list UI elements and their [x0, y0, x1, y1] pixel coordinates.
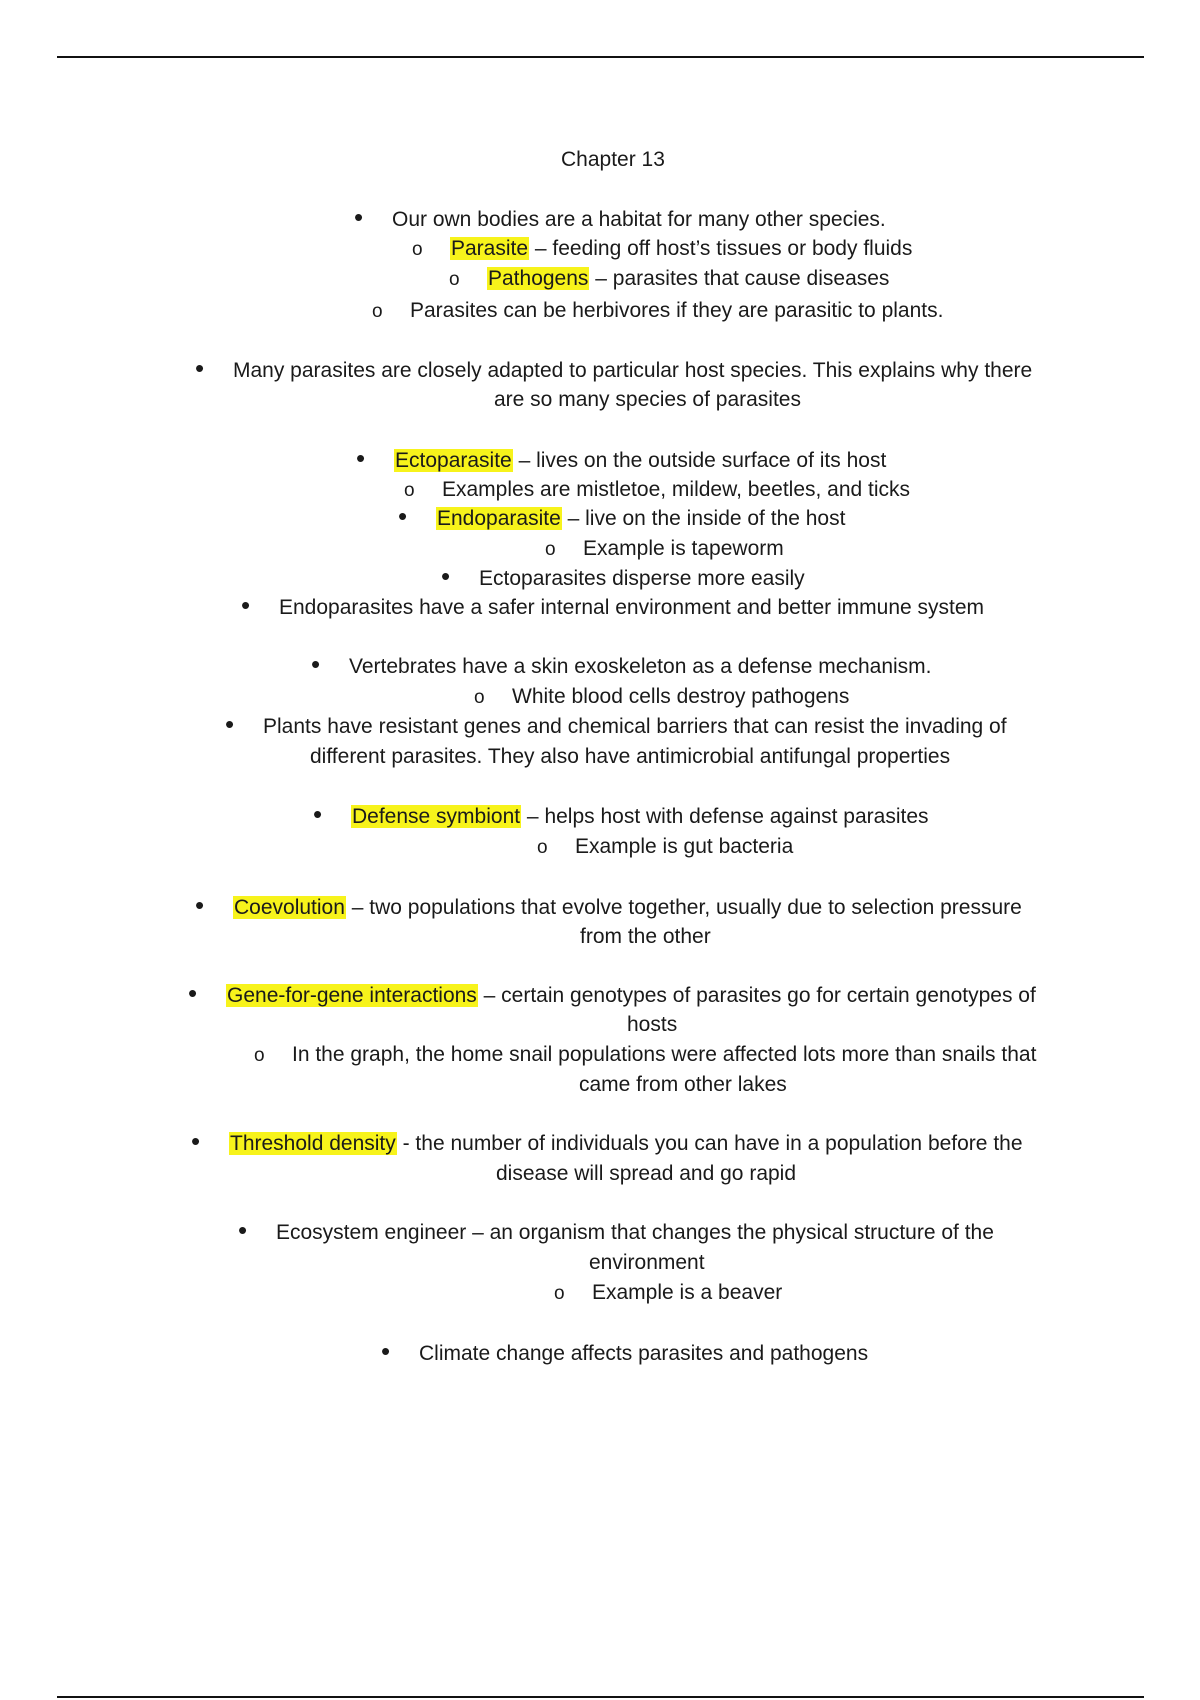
bullet-disc-icon	[381, 1340, 419, 1368]
top-rule	[57, 56, 1144, 58]
highlighted-term: Endoparasite	[437, 507, 561, 530]
list-item: oParasites can be herbivores if they are parasitic to plants.	[372, 297, 943, 326]
bullet-circle-icon	[474, 683, 512, 712]
bullet-disc-icon	[311, 653, 349, 681]
list-item: •Endoparasite – live on the inside of the host	[398, 505, 845, 533]
bullet-disc-icon	[354, 206, 392, 234]
list-item: oParasite – feeding off host’s tissues or body fluids	[412, 235, 912, 264]
list-item: •Many parasites are closely adapted to particular host species. This explains why there	[195, 357, 1032, 385]
list-item-continuation: disease will spread and go rapid	[496, 1162, 797, 1185]
bullet-circle-icon	[537, 833, 575, 862]
list-item: •Plants have resistant genes and chemical barriers that can resist the invading of	[225, 713, 1007, 741]
list-item: •Ectoparasites disperse more easily	[441, 565, 805, 593]
bullet-circle-icon	[254, 1041, 292, 1070]
bullet-circle-icon	[372, 297, 410, 326]
list-item: •Threshold density - the number of individuals you can have in a population before the	[191, 1130, 1023, 1158]
list-item: •Endoparasites have a safer internal environment and better immune system	[241, 594, 984, 622]
list-item: oExample is gut bacteria	[537, 833, 793, 862]
highlighted-term: Defense symbiont	[352, 805, 521, 828]
list-item: •Our own bodies are a habitat for many other species.	[354, 206, 886, 234]
list-item: •Climate change affects parasites and pathogens	[381, 1340, 868, 1368]
list-item: oIn the graph, the home snail populations were affected lots more than snails that	[254, 1041, 1036, 1070]
bullet-disc-icon	[238, 1219, 276, 1247]
highlighted-term: Ectoparasite	[395, 449, 512, 472]
list-item: •Gene-for-gene interactions – certain genotypes of parasites go for certain genotypes of	[188, 982, 1036, 1010]
bullet-disc-icon	[241, 594, 279, 622]
bullet-disc-icon	[195, 357, 233, 385]
list-item: oExample is tapeworm	[545, 535, 784, 564]
list-item: •Defense symbiont – helps host with defense against parasites	[313, 803, 929, 831]
list-item-continuation: environment	[589, 1251, 705, 1274]
list-item: oExample is a beaver	[554, 1279, 782, 1308]
highlighted-term: Gene-for-gene interactions	[227, 984, 477, 1007]
list-item-continuation: from the other	[580, 925, 711, 948]
bullet-disc-icon	[398, 505, 436, 533]
bullet-circle-icon	[545, 535, 583, 564]
list-item: •Coevolution – two populations that evolve together, usually due to selection pressure	[195, 894, 1022, 922]
bullet-disc-icon	[356, 447, 394, 475]
bullet-disc-icon	[195, 894, 233, 922]
list-item: •Vertebrates have a skin exoskeleton as a defense mechanism.	[311, 653, 932, 681]
highlighted-term: Threshold density	[230, 1132, 396, 1155]
list-item-continuation: came from other lakes	[579, 1073, 787, 1096]
bullet-disc-icon	[191, 1130, 229, 1158]
page-title: Chapter 13	[561, 148, 665, 171]
bullet-circle-icon	[449, 265, 487, 294]
highlighted-term: Pathogens	[488, 267, 589, 290]
list-item: •Ectoparasite – lives on the outside surface of its host	[356, 447, 886, 475]
bullet-disc-icon	[313, 803, 351, 831]
list-item: •Ecosystem engineer – an organism that changes the physical structure of the	[238, 1219, 994, 1247]
highlighted-term: Parasite	[451, 237, 529, 260]
bullet-circle-icon	[412, 235, 450, 264]
list-item: oPathogens – parasites that cause diseases	[449, 265, 889, 294]
list-item: oWhite blood cells destroy pathogens	[474, 683, 849, 712]
bullet-disc-icon	[225, 713, 263, 741]
bullet-disc-icon	[188, 982, 226, 1010]
list-item-continuation: hosts	[627, 1013, 678, 1036]
highlighted-term: Coevolution	[234, 896, 345, 919]
bullet-circle-icon	[554, 1279, 592, 1308]
list-item-continuation: different parasites. They also have antimicrobial antifungal properties	[310, 745, 951, 768]
bottom-rule	[57, 1696, 1144, 1698]
bullet-disc-icon	[441, 565, 479, 593]
bullet-circle-icon	[404, 476, 442, 505]
list-item-continuation: are so many species of parasites	[494, 388, 801, 411]
list-item: oExamples are mistletoe, mildew, beetles, and ticks	[404, 476, 910, 505]
